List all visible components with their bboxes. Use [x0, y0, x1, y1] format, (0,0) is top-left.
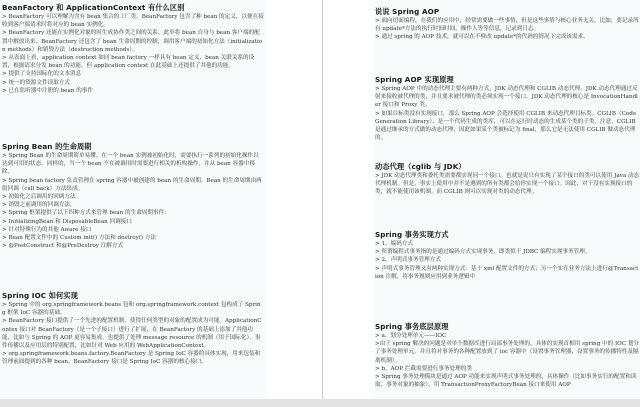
section-spring-bean-lifecycle	[2, 142, 264, 250]
section-title: BeanFactory 和 ApplicationContext 有什么区别	[2, 3, 185, 12]
paragraph: > b、AOP 拦截需要进行事务处理的类	[375, 365, 472, 372]
paragraph: > Spring 框架提供了以下四种方式来管理 bean 的生命周期事件：	[2, 210, 170, 217]
section-spring-transaction-principle	[375, 322, 640, 389]
paragraph: > Spring Bean 的生命周期简单易懂。在一个 bean 实例被初始化时，需要执行一系列的初始化操作以达到可用的状态。同样的，当一个 bean 不在被调用时需要进行相关的析构操作，并从 bean 容器中移除。	[2, 153, 259, 176]
paragraph: > 面向切面编程，在我们的应用中，经常需要做一些事情，但是这些事情与核心业务无关，比如，要记录所有 update*方法的执行时间时间，操作人等等信息，记录到日志。	[375, 18, 639, 33]
section-title: Spring 事务实现方式	[375, 230, 449, 239]
paragraph: > InitializingBean 和 DisposableBean 回调接口	[2, 218, 132, 225]
section-title: Spring Bean 的生命周期	[2, 142, 92, 151]
paragraph: > org.springframework.beans.factory.BeanFactory 是 Spring IoC 容器的具体实现，用来包装和管理前面提到的各种 bean。BeanFactory 接口是 Spring IoC 容器的核心接口。	[2, 351, 261, 366]
section-spring-aop-principle	[375, 75, 640, 142]
paragraph: > 提供了支持国际化的文本消息	[2, 71, 82, 78]
section-title: 动态代理（cglib 与 JDK）	[375, 162, 466, 171]
paragraph: > 从表面上看，application context 如同 bean factory 一样具有 bean 定义、bean 关联关系的设置，根据请求分发 bean 的功能。但 application context 在此基础上还提供了其他的功能。	[2, 55, 255, 70]
paragraph: > BeanFactory 还能在实例化对象的时生成协作类之间的关系。此举将 bean 自身与 bean 客户端的配置中解放出来。BeanFactory 还包含了 bean 生命周期的控制，调用客户端的初始化方法（initialization methods）和销毁方法（destruction methods）。	[2, 30, 263, 53]
paragraph: > Spring bean factory 负责管理在 spring 容器中被创建的 bean 的生命周期。Bean 的生命周期由两组回调（call back）方法组成。	[2, 177, 262, 192]
paragraph: > 针对特殊行为的其他 Aware 接口	[2, 226, 92, 233]
bottom-edge-strip	[0, 399, 640, 407]
paragraph: > 如果目标类没有实现接口，那么 Spring AOP 会选择使用 CGLIB 来动态代理目标类。CGLIB（Code Generation Library），是一个代码生成的类库，可以在运行时动态的生成某个类的子类，注意，CGLIB 是通过继承的方式做的动态代理，因此如果某个类被标记为 final，那么它是无法使用 CGLIB 做动态代理的。	[375, 110, 637, 142]
paragraph: > 2、声明式事务管理方式	[375, 257, 441, 264]
paragraph: > 声明式事务管理又有两种实现方式：基于 xml 配置文件的方式；另一个实在业务方法上进行@Transaction 注解，将事务规则应用到业务逻辑中	[375, 265, 639, 280]
paragraph: > Spring 事务处理模块是通过 AOP 功能来实现声明式事务处理的，具体操作（比如事务实行的配置和读取，事务对象的抽象），用 TransactionProxyFactoryBean 接口来使用 AOP	[375, 374, 637, 389]
paragraph: > @PostConstruct 和@PreDestroy 注解方式	[2, 243, 124, 250]
paragraph: > Spring 中的 org.springframework.beans 包和 org.springframework.context 包构成了 Spring 框架 IoC 容器的基础。	[2, 302, 261, 317]
section-dynamic-proxy	[375, 162, 640, 197]
paragraph: > 初始化之后调用的回调方法。	[2, 194, 82, 201]
paragraph: > 所谓编程式事务指的是通过编码方式实现事务，即类似于 JDBC 编程实现事务管理。	[375, 249, 591, 256]
section-spring-transaction-impl	[375, 230, 640, 281]
paragraph: > Bean 配置文件中的 Custom init() 方法和 destroy() 方法	[2, 235, 157, 242]
section-title: Spring AOP 实现原理	[375, 75, 454, 84]
paragraph: > JDK 动态代理类和委托类需要都实现同一个接口。也就是说只有实现了某个接口的类可以使用 Java 动态代理机制。但是，事实上使用中并不是遇到的所有类都会给你实现一个接口。因此，对于没有实现接口的类，就不能使用该机制。而 CGLIB 则可以实现对类的动态代理。	[375, 173, 640, 196]
paragraph: > 销毁之前调用的回调方法。	[2, 202, 76, 209]
paragraph: > 1、编码方式	[375, 241, 413, 247]
paragraph: > 通过 spring 的 AOP 技术，就可以在不修改 update*的代码的情况下完成该需求。	[375, 34, 589, 41]
paragraph: > a、划分处理单元——IOC	[375, 333, 447, 339]
paragraph: > Spring AOP 中的动态代理主要有两种方式，JDK 动态代理和 CGLIB 动态代理。JDK 动态代理通过反射来接收被代理的类，并且要求被代理的类必须实现一个接口。JDK 动态代理的核心是 InvocationHandler 接口和 Proxy 类。	[375, 86, 638, 109]
paragraph: > BeanFactory 接口提供了一个先进的配置机制，使得任何类型的对象的配置成为可能。ApplicationContex 接口对 BeanFactory（是一个子接口）进行了扩展，在 BeanFactory 的基础上添加了其他功能，比如与 Spring 的 AOP 更容易集成，也提供了处理 message resource 的机制（用于国际化）、事件传播以及应用层的特别配置，比如针对 Web 应用的 WebApplicationContext。	[2, 318, 262, 350]
section-title: 说说 Spring AOP	[375, 7, 440, 16]
section-spring-ioc	[2, 291, 264, 367]
section-beanfactory-vs-applicationcontext	[2, 3, 264, 95]
page-divider	[322, 0, 323, 400]
paragraph: > 统一的资源文件读取方式	[2, 79, 70, 86]
section-title: Spring IOC 如何实现	[2, 291, 78, 300]
section-title: Spring 事务底层原理	[375, 322, 449, 331]
left-document-page	[0, 0, 265, 400]
paragraph: > BeanFactory 可以理解为含有 bean 集合的工厂类。BeanFactory 包含了种 bean 的定义，以便在接收到客户端请求时将对应的 bean 实例化。	[2, 14, 264, 29]
right-document-page	[375, 0, 640, 400]
paragraph: >由于 spring 解决的问题是对单个数据库进行局部事务处理的，具体的实现首相用 spring 中的 IOC 划分了事务处理单元。并且将对事务的各种配置放到了 ioc 容器中（设置事务管理器，设置事务的传播特性及隔离机制）。	[375, 341, 640, 364]
section-spring-aop	[375, 7, 640, 42]
paragraph: > 已在监听器中注册的 bean 的事件	[2, 87, 93, 94]
